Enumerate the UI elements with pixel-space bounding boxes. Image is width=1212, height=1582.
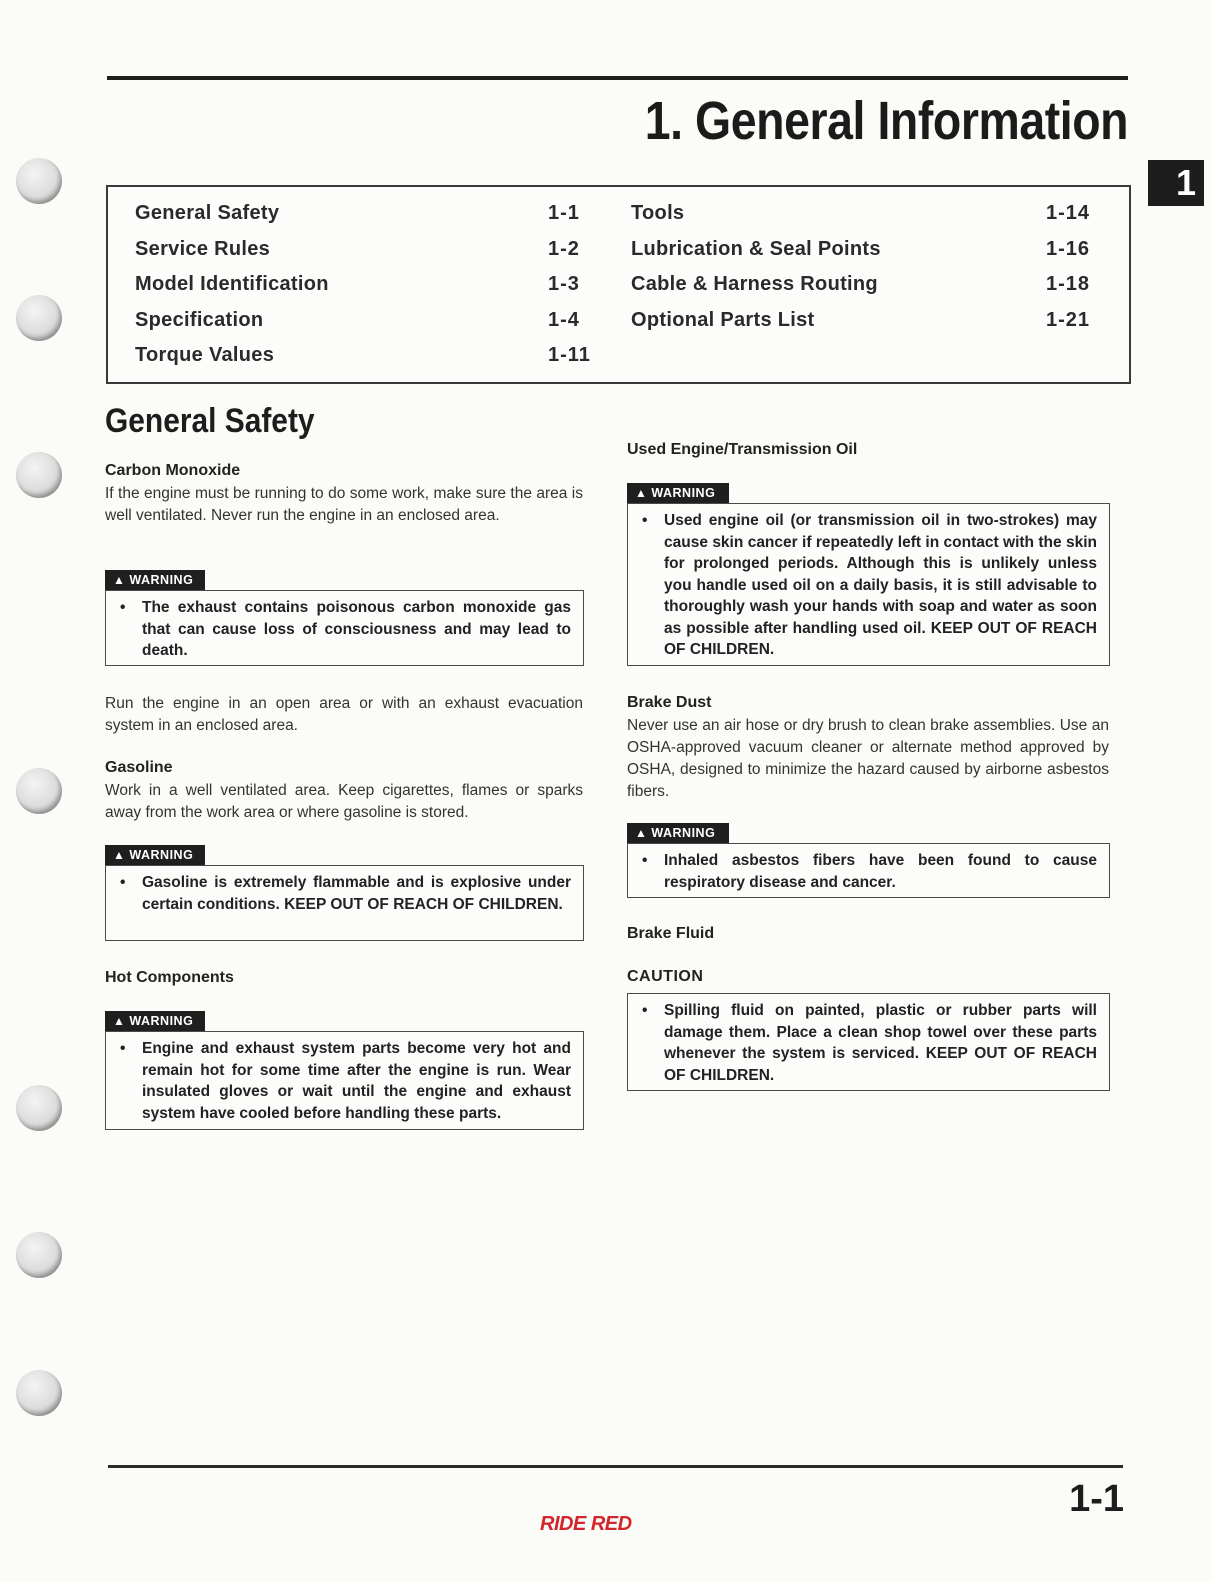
chapter-title: 1. General Information — [644, 91, 1128, 151]
toc-page: 1-4 — [548, 309, 580, 331]
warning-triangle-icon: ▲ — [113, 1014, 126, 1028]
toc-entry-cable-harness-routing[interactable]: Cable & Harness Routing — [631, 273, 878, 295]
binder-hole — [16, 768, 62, 814]
warning-label: ▲ WARNING — [105, 845, 205, 865]
warning-label: ▲ WARNING — [627, 483, 729, 503]
caution-box-brake-fluid: • Spilling fluid on painted, plastic or rubber parts will damage them. Place a clean shop towel over these parts whenever the system is serviced. KEEP OUT OF REACH OF CHILDREN. — [627, 993, 1110, 1091]
page-number: 1-1 — [1069, 1478, 1124, 1520]
subheading-hot-components: Hot Components — [105, 969, 234, 986]
bullet-icon: • — [120, 874, 126, 891]
warning-box-gasoline: • Gasoline is extremely flammable and is explosive under certain conditions. KEEP OUT OF REACH OF CHILDREN. — [105, 865, 584, 941]
binder-hole — [16, 295, 62, 341]
toc-entry-optional-parts-list[interactable]: Optional Parts List — [631, 309, 815, 331]
toc-page: 1-3 — [548, 273, 580, 295]
subheading-gasoline: Gasoline — [105, 759, 173, 776]
toc-entry-torque-values[interactable]: Torque Values — [135, 344, 275, 366]
subheading-brake-fluid: Brake Fluid — [627, 925, 715, 942]
toc-entry-tools[interactable]: Tools — [631, 202, 685, 224]
bullet-icon: • — [642, 1002, 648, 1019]
binder-hole — [16, 452, 62, 498]
bullet-icon: • — [120, 599, 126, 616]
binder-hole — [16, 158, 62, 204]
brake-dust-text: Never use an air hose or dry brush to clean brake assemblies. Use an OSHA-approved vacuum cleaner or alternate method approved by OSHA, designed to minimize the hazard caused by airborne asbestos fibers. — [627, 717, 1109, 800]
toc-entry-general-safety[interactable]: General Safety — [135, 202, 280, 224]
toc-entry-model-identification[interactable]: Model Identification — [135, 273, 329, 295]
warning-triangle-icon: ▲ — [635, 486, 648, 500]
toc-entry-lubrication-seal-points[interactable]: Lubrication & Seal Points — [631, 238, 881, 260]
toc-page: 1-11 — [548, 344, 591, 366]
warning-box-brake-dust: • Inhaled asbestos fibers have been found to cause respiratory disease and cancer. — [627, 843, 1110, 898]
warning-label: ▲ WARNING — [105, 570, 205, 590]
caution-label: CAUTION — [627, 968, 704, 985]
subheading-used-oil: Used Engine/Transmission Oil — [627, 441, 858, 458]
subheading-brake-dust: Brake Dust — [627, 694, 712, 711]
toc-page: 1-1 — [548, 202, 580, 224]
toc-page: 1-14 — [1046, 202, 1091, 224]
chapter-tab: 1 — [1148, 160, 1204, 206]
toc-page: 1-2 — [548, 238, 580, 260]
binder-hole — [16, 1232, 62, 1278]
warning-label: ▲ WARNING — [627, 823, 729, 843]
toc-entry-service-rules[interactable]: Service Rules — [135, 238, 271, 260]
warning-triangle-icon: ▲ — [113, 848, 126, 862]
carbon-monoxide-after-text: Run the engine in an open area or with an exhaust evacuation system in an enclosed area. — [105, 695, 583, 734]
warning-label: ▲ WARNING — [105, 1011, 205, 1031]
bottom-rule — [108, 1465, 1123, 1468]
bullet-icon: • — [642, 512, 648, 529]
carbon-monoxide-text: If the engine must be running to do some work, make sure the area is well ventilated. Never run the engine in an enclosed area. — [105, 485, 583, 524]
subheading-carbon-monoxide: Carbon Monoxide — [105, 462, 241, 479]
table-of-contents — [106, 185, 1131, 384]
gasoline-text: Work in a well ventilated area. Keep cigarettes, flames or sparks away from the work area or where gasoline is stored. — [105, 782, 583, 821]
toc-page: 1-18 — [1046, 273, 1091, 295]
toc-entry-specification[interactable]: Specification — [135, 309, 264, 331]
binder-hole — [16, 1370, 62, 1416]
bullet-icon: • — [120, 1040, 126, 1057]
bullet-icon: • — [642, 852, 648, 869]
brand-logo: RIDE RED — [540, 1513, 632, 1535]
toc-page: 1-16 — [1046, 238, 1091, 260]
warning-box-carbon-monoxide: • The exhaust contains poisonous carbon monoxide gas that can cause loss of consciousness and may lead to death. — [105, 590, 584, 666]
top-rule — [107, 76, 1128, 80]
warning-triangle-icon: ▲ — [635, 826, 648, 840]
warning-box-used-oil: • Used engine oil (or transmission oil in two-strokes) may cause skin cancer if repeatedly left in contact with the skin for prolonged periods. Although this is unlikely unless you handle used oil on a daily basis, it is still advisable to thoroughly wash your hands with soap and water as soon as possible after handling used oil. KEEP OUT OF REACH OF CHILDREN. — [627, 503, 1110, 666]
warning-box-hot-components: • Engine and exhaust system parts become very hot and remain hot for some time after the engine is run. Wear insulated gloves or wait until the engine and exhaust system have cooled before handling these parts. — [105, 1031, 584, 1130]
warning-triangle-icon: ▲ — [113, 573, 126, 587]
binder-hole — [16, 1085, 62, 1131]
section-title: General Safety — [105, 402, 315, 440]
toc-page: 1-21 — [1046, 309, 1091, 331]
